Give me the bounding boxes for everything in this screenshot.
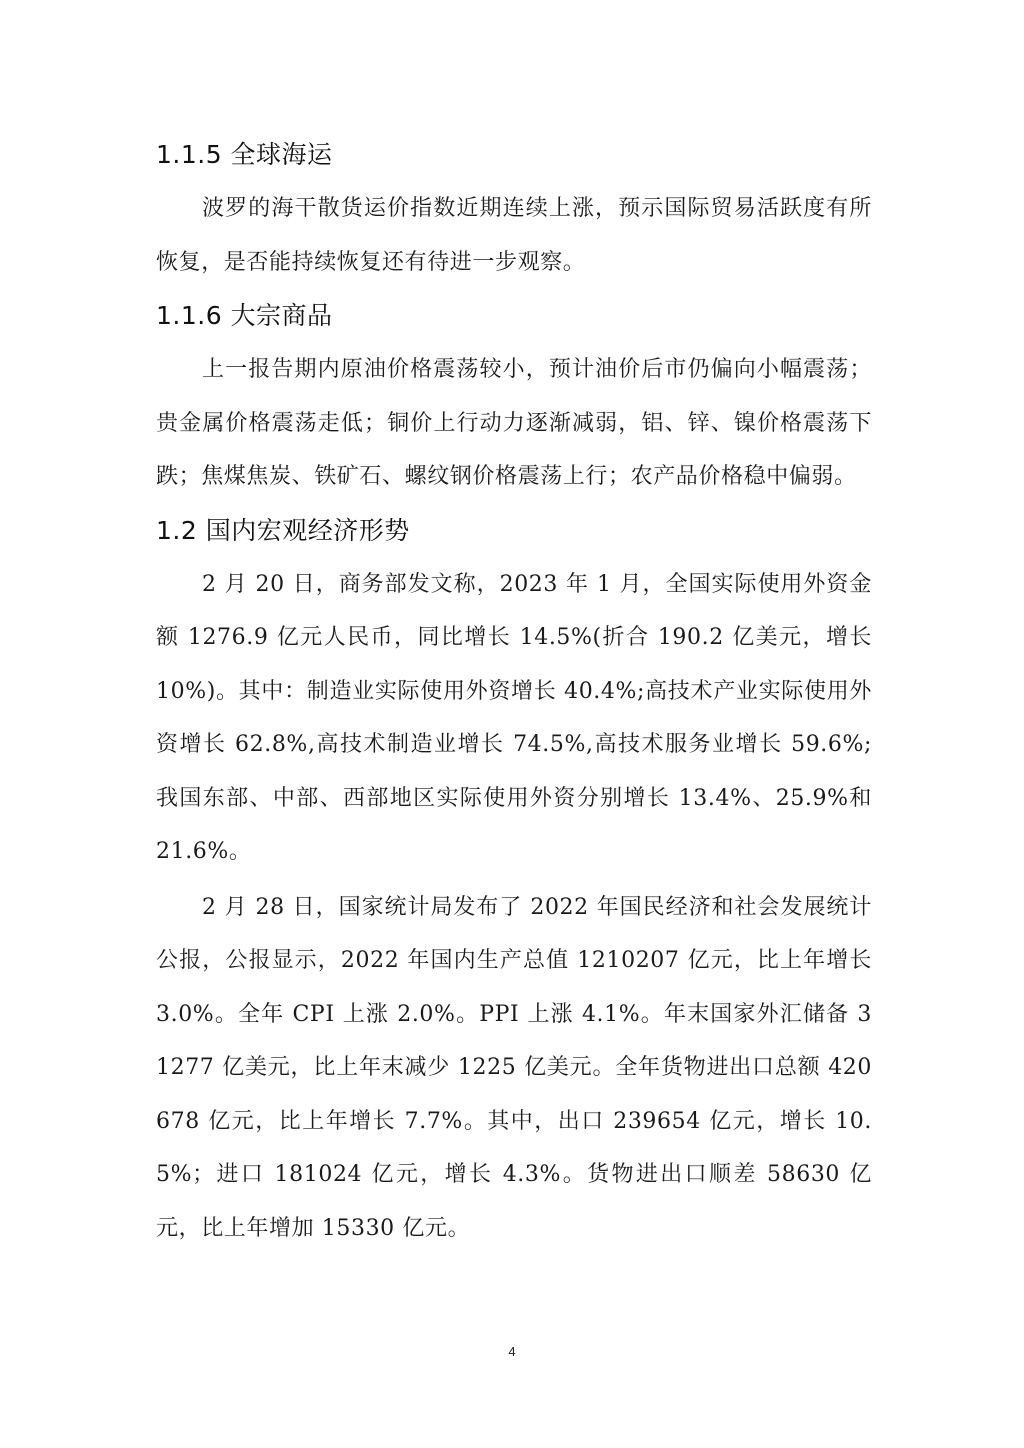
paragraph-commodities: 上一报告期内原油价格震荡较小，预计油价后市仍偏向小幅震荡；贵金属价格震荡走低；铜价上行动力逐渐减弱，铝、锌、镍价格震荡下跌；焦煤焦炭、铁矿石、螺纹钢价格震荡上行；农产品价格稳中偏弱。 xyxy=(156,357,872,489)
document-body xyxy=(156,128,872,1255)
paragraph-global-shipping: 波罗的海干散货运价指数近期连续上涨，预示国际贸易活跃度有所恢复，是否能持续恢复还有待进一步观察。 xyxy=(156,196,872,275)
section-heading-domestic-macro: 1.2 国内宏观经济形势 xyxy=(156,515,410,545)
section-heading-commodities: 1.1.6 大宗商品 xyxy=(156,301,333,330)
paragraph-foreign-investment: 2 月 20 日，商务部发文称，2023 年 1 月，全国实际使用外资金额 1276.9 亿元人民币，同比增长 14.5%(折合 190.2 亿美元，增长 10%)。其中：制造业实际使用外资增长 40.4%;高技术产业实际使用外资增长 62.8%,高技术制造业增长 74.5%,高技术服务业增长 59.6%;我国东部、中部、西部地区实际使用外资分别增长 13.4%、25.9%和 21.6%。 xyxy=(156,571,872,864)
section-heading-global-shipping: 1.1.5 全球海运 xyxy=(156,140,333,169)
page-number: 4 xyxy=(508,1344,516,1359)
paragraph-statistics-bulletin: 2 月 28 日，国家统计局发布了 2022 年国民经济和社会发展统计公报，公报显示，2022 年国内生产总值 1210207 亿元，比上年增长 3.0%。全年 CPI 上涨 2.0%。PPI 上涨 4.1%。年末国家外汇储备 31277 亿美元，比上年末减少 1225 亿美元。全年货物进出口总额 420678 亿元，比上年增长 7.7%。其中，出口 239654 亿元，增长 10.5%；进口 181024 亿元，增长 4.3%。货物进出口顺差 58630 亿元，比上年增加 15330 亿元。 xyxy=(156,894,872,1241)
